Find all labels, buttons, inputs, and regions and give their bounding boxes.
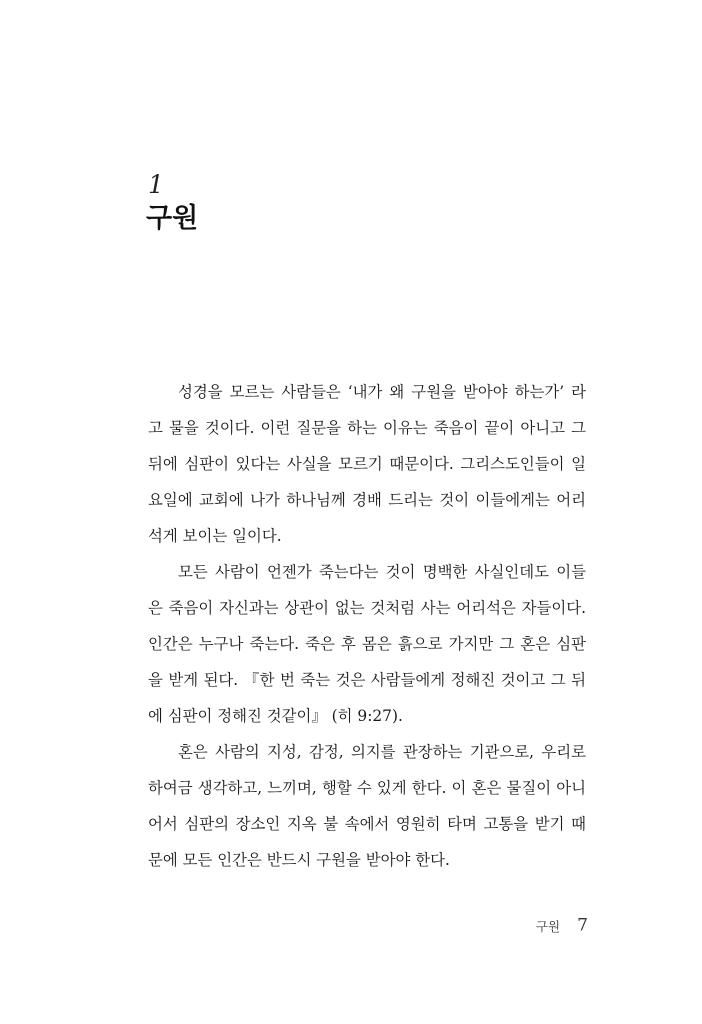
text-line: 뒤에 심판이 있다는 사실을 모르기 때문이다. 그리스도인들이 일	[148, 455, 586, 473]
paragraph	[148, 734, 586, 878]
text-line: 석게 보이는 일이다.	[148, 527, 282, 545]
text-line: 요일에 교회에 나가 하나님께 경배 드리는 것이 이들에게는 어리	[148, 491, 586, 509]
page-footer	[536, 915, 588, 936]
page-number: 7	[577, 915, 588, 936]
text-line: 하여금 생각하고, 느끼며, 행할 수 있게 한다. 이 혼은 물질이 아니	[148, 779, 586, 797]
running-head: 구원	[535, 918, 561, 934]
text-line: 은 죽음이 자신과는 상관이 없는 것처럼 사는 어리석은 자들이다.	[148, 599, 586, 617]
text-line: 인간은 누구나 죽는다. 죽은 후 몸은 흙으로 가지만 그 혼은 심판	[148, 635, 586, 653]
text-line: 문에 모든 인간은 반드시 구원을 받아야 한다.	[148, 851, 450, 869]
text-line: 모든 사람이 언젠가 죽는다는 것이 명백한 사실인데도 이들	[178, 563, 586, 581]
text-line: 혼은 사람의 지성, 감정, 의지를 관장하는 기관으로, 우리로	[178, 743, 586, 761]
text-line: 에 심판이 정해진 것같이』 (히 9:27).	[148, 707, 403, 725]
chapter-number: 1	[148, 170, 164, 199]
text-line: 을 받게 된다. 『한 번 죽는 것은 사람들에게 정해진 것이고 그 뒤	[148, 671, 586, 689]
body-text	[148, 374, 586, 878]
text-line: 고 물을 것이다. 이런 질문을 하는 이유는 죽음이 끝이 아니고 그	[148, 419, 586, 437]
text-line: 어서 심판의 장소인 지옥 불 속에서 영원히 타며 고통을 받기 때	[148, 815, 586, 833]
chapter-title: 구원	[146, 203, 199, 234]
paragraph	[148, 374, 586, 554]
text-line: 성경을 모르는 사람들은 ‘내가 왜 구원을 받아야 하는가’ 라	[178, 383, 586, 401]
paragraph	[148, 554, 586, 734]
